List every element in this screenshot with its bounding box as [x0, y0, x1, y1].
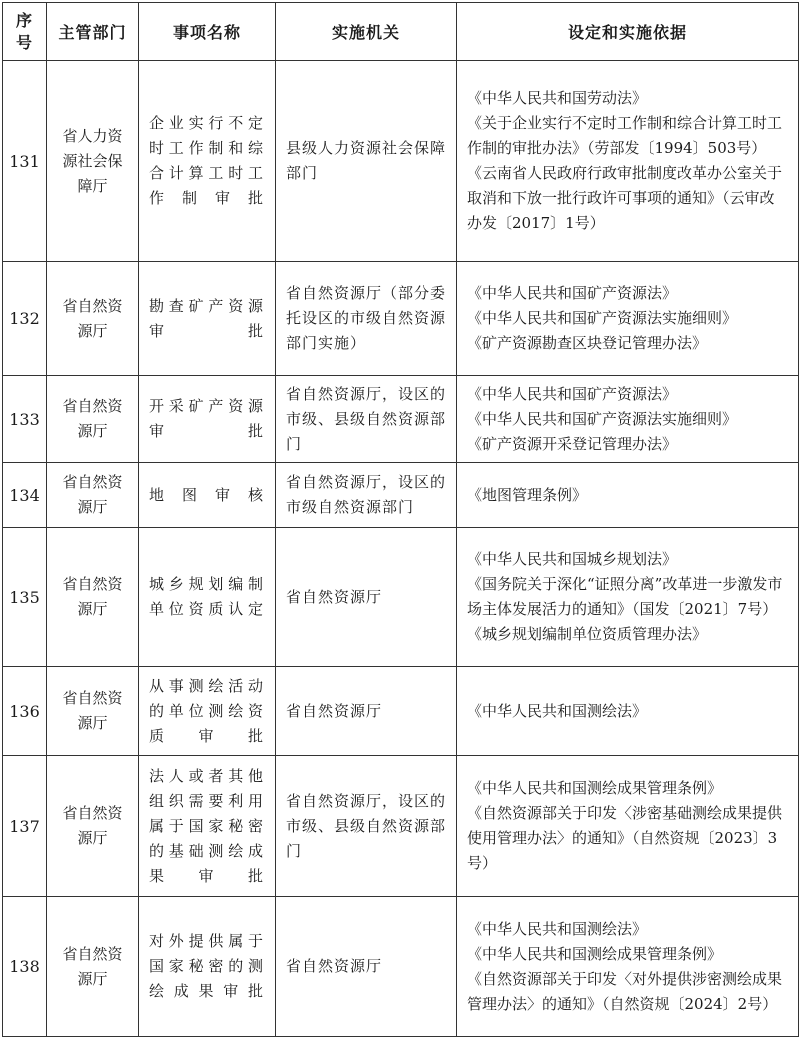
legal-basis-entry: 《城乡规划编制单位资质管理办法》	[467, 625, 708, 643]
legal-basis-entry: 《中华人民共和国矿产资源法实施细则》	[467, 409, 738, 428]
row-number: 134	[3, 463, 47, 528]
row-item-name: 企业实行不定时工作制和综合计算工时工作制审批	[139, 61, 276, 262]
legal-basis-entry: 《云南省人民政府行政审批制度改革办公室关于取消和下放一批行政许可事项的通知》（云审改办发〔2017〕1号）	[467, 164, 783, 232]
legal-basis-entry: 《中华人民共和国矿产资源法》	[467, 284, 678, 302]
legal-basis-entry: 《中华人民共和国测绘法》	[467, 701, 648, 720]
table-row	[3, 667, 799, 756]
row-item-name: 开采矿产资源审批	[139, 376, 276, 463]
header-number	[3, 3, 47, 61]
row-implementing-agency: 省自然资源厅	[276, 897, 457, 1037]
row-number: 132	[3, 262, 47, 376]
row-number: 137	[3, 756, 47, 897]
legal-basis-entry: 《自然资源部关于印发〈涉密基础测绘成果提供使用管理办法〉的通知》（自然资规〔2023〕3号）	[467, 804, 783, 872]
row-department: 省自然资源厅	[47, 756, 139, 897]
row-item-name: 对外提供属于国家秘密的测绘成果审批	[139, 897, 276, 1037]
legal-basis-entry: 《中华人民共和国矿产资源法》	[467, 384, 678, 403]
row-implementing-agency: 省自然资源厅，设区的市级、县级自然资源部门	[276, 756, 457, 897]
row-department: 省自然资源厅	[47, 376, 139, 463]
row-item-name: 城乡规划编制单位资质认定	[139, 528, 276, 667]
header-department: 主管部门	[47, 3, 139, 61]
legal-basis-entry: 《自然资源部关于印发〈对外提供涉密测绘成果管理办法〉的通知》（自然资规〔2024〕2号）	[467, 969, 783, 1013]
row-implementing-agency: 省自然资源厅	[276, 528, 457, 667]
legal-basis-entry: 《中华人民共和国测绘成果管理条例》	[467, 944, 723, 963]
table-row	[3, 756, 799, 897]
row-number: 133	[3, 376, 47, 463]
header-item-name: 事项名称	[139, 3, 276, 61]
row-number: 131	[3, 61, 47, 262]
row-implementing-agency: 县级人力资源社会保障部门	[276, 61, 457, 262]
row-legal-basis	[457, 756, 799, 897]
row-department: 省自然资源厅	[47, 528, 139, 667]
row-department: 省人力资源社会保障厅	[47, 61, 139, 262]
legal-basis-entry: 《国务院关于深化“证照分离”改革进一步激发市场主体发展活力的通知》（国发〔2021〕7号）	[467, 575, 783, 618]
row-number: 138	[3, 897, 47, 1037]
row-legal-basis	[457, 463, 799, 528]
approval-items-table	[2, 2, 799, 1037]
header-number-line1: 序	[15, 10, 33, 30]
row-number: 136	[3, 667, 47, 756]
row-implementing-agency: 省自然资源厅（部分委托设区的市级自然资源部门实施）	[276, 262, 457, 376]
row-item-name: 从事测绘活动的单位测绘资质审批	[139, 667, 276, 756]
legal-basis-entry: 《矿产资源勘查区块登记管理办法》	[467, 334, 708, 352]
row-implementing-agency: 省自然资源厅，设区的市级、县级自然资源部门	[276, 376, 457, 463]
legal-basis-entry: 《中华人民共和国城乡规划法》	[467, 550, 678, 568]
legal-basis-entry: 《中华人民共和国测绘成果管理条例》	[467, 779, 723, 797]
legal-basis-entry: 《中华人民共和国劳动法》	[467, 89, 648, 107]
header-legal-basis: 设定和实施依据	[457, 3, 799, 61]
header-row	[3, 3, 799, 61]
row-implementing-agency: 省自然资源厅	[276, 667, 457, 756]
row-department: 省自然资源厅	[47, 667, 139, 756]
row-department: 省自然资源厅	[47, 262, 139, 376]
row-legal-basis	[457, 897, 799, 1037]
row-item-name: 勘查矿产资源审批	[139, 262, 276, 376]
legal-basis-entry: 《地图管理条例》	[467, 485, 588, 504]
legal-basis-entry: 《关于企业实行不定时工作制和综合计算工时工作制的审批办法》（劳部发〔1994〕503号）	[467, 114, 783, 157]
row-legal-basis	[457, 528, 799, 667]
row-legal-basis	[457, 61, 799, 262]
table-row	[3, 897, 799, 1037]
legal-basis-entry: 《中华人民共和国矿产资源法实施细则》	[467, 309, 738, 327]
table-row	[3, 262, 799, 376]
row-item-name: 法人或者其他组织需要利用属于国家秘密的基础测绘成果审批	[139, 756, 276, 897]
header-number-line2: 号	[15, 32, 33, 52]
row-department: 省自然资源厅	[47, 463, 139, 528]
table-row	[3, 376, 799, 463]
legal-basis-entry: 《矿产资源开采登记管理办法》	[467, 434, 678, 453]
row-legal-basis	[457, 262, 799, 376]
header-implementing-agency: 实施机关	[276, 3, 457, 61]
row-legal-basis	[457, 667, 799, 756]
row-number: 135	[3, 528, 47, 667]
table-row	[3, 463, 799, 528]
row-department: 省自然资源厅	[47, 897, 139, 1037]
row-item-name: 地图审核	[139, 463, 276, 528]
legal-basis-entry: 《中华人民共和国测绘法》	[467, 919, 648, 938]
row-legal-basis	[457, 376, 799, 463]
table-row	[3, 61, 799, 262]
table-row	[3, 528, 799, 667]
row-implementing-agency: 省自然资源厅，设区的市级自然资源部门	[276, 463, 457, 528]
